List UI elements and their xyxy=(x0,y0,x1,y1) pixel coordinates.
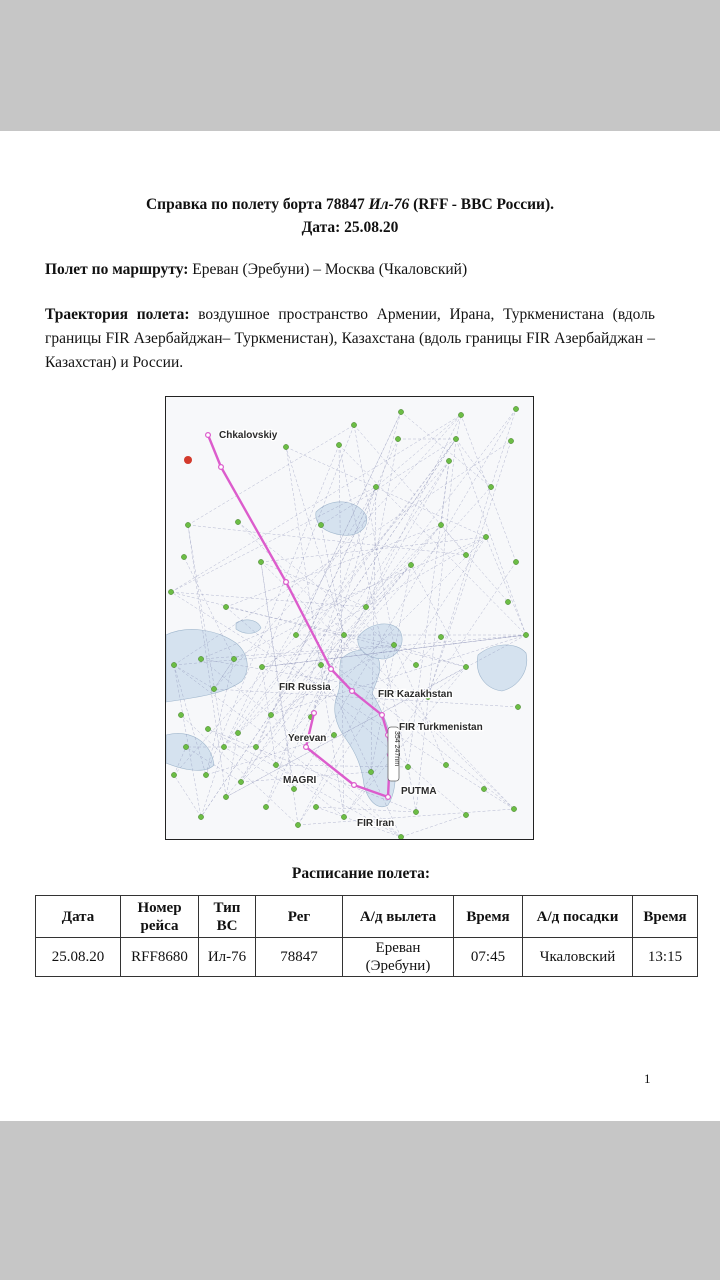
cell-arr-airport: Чкаловский xyxy=(523,938,633,977)
waypoint-dot xyxy=(171,772,176,777)
waypoint-dot xyxy=(373,484,378,489)
label-fir-turkmenistan: FIR Turkmenistan xyxy=(399,722,483,733)
cell-arr-time: 13:15 xyxy=(633,938,698,977)
trajectory-value: воздушное пространство Армении, Ирана, Туркменистана (вдоль границы FIR Азербайджан– Туркменистан), Казахстана (вдоль границы FIR Азербайджан –Казахстан) и России. xyxy=(45,306,655,371)
cell-dep-time: 07:45 xyxy=(454,938,523,977)
waypoint-dot xyxy=(438,522,443,527)
route-node xyxy=(352,783,357,788)
waypoint-dot xyxy=(341,814,346,819)
label-fir-russia: FIR Russia xyxy=(279,682,331,693)
waypoint-dot xyxy=(331,732,336,737)
waypoint-dot xyxy=(513,559,518,564)
waypoint-dot xyxy=(438,634,443,639)
waypoint-dot xyxy=(171,662,176,667)
waypoint-dot xyxy=(203,772,208,777)
label-fir-kazakhstan: FIR Kazakhstan xyxy=(378,689,453,700)
route-node xyxy=(350,689,355,694)
label-fir-iran: FIR Iran xyxy=(357,818,395,829)
route-node xyxy=(386,795,391,800)
route-node xyxy=(312,711,317,716)
waypoint-dot xyxy=(223,604,228,609)
waypoint-dot xyxy=(463,552,468,557)
cell-reg: 78847 xyxy=(256,938,343,977)
waypoint-dot xyxy=(505,599,510,604)
waypoint-dot xyxy=(318,522,323,527)
waypoint-dot xyxy=(508,438,513,443)
waypoint-dot xyxy=(183,744,188,749)
col-flight: Номер рейса xyxy=(121,896,199,938)
col-dep-airport: А/д вылета xyxy=(343,896,454,938)
waypoint-dot xyxy=(443,762,448,767)
cell-date: 25.08.20 xyxy=(36,938,121,977)
waypoint-dot xyxy=(446,458,451,463)
waypoint-dot xyxy=(223,794,228,799)
waypoint-dot xyxy=(168,589,173,594)
document-title xyxy=(0,193,700,239)
waypoint-dot xyxy=(295,822,300,827)
origin-marker xyxy=(184,456,192,464)
cell-flight: RFF8680 xyxy=(121,938,199,977)
waypoint-dot xyxy=(268,712,273,717)
route-label: Полет по маршруту: xyxy=(45,261,189,278)
waypoint-dot xyxy=(205,726,210,731)
waypoint-dot xyxy=(181,554,186,559)
page-number: 1 xyxy=(644,1071,651,1086)
waypoint-dot xyxy=(511,806,516,811)
waypoint-dot xyxy=(463,812,468,817)
waypoint-dot xyxy=(398,409,403,414)
date-line: Дата: 25.08.20 xyxy=(301,219,399,236)
col-reg: Рег xyxy=(256,896,343,938)
waypoint-dot xyxy=(341,632,346,637)
waypoint-dot xyxy=(463,664,468,669)
map-land xyxy=(166,397,533,839)
route-value: Ереван (Эребуни) – Москва (Чкаловский) xyxy=(188,261,468,278)
waypoint-dot xyxy=(221,744,226,749)
waypoint-dot xyxy=(488,484,493,489)
waypoint-dot xyxy=(263,804,268,809)
waypoint-dot xyxy=(398,834,403,839)
waypoint-dot xyxy=(413,662,418,667)
waypoint-dot xyxy=(523,632,528,637)
col-arr-time: Время xyxy=(633,896,698,938)
col-date: Дата xyxy=(36,896,121,938)
label-yerevan: Yerevan xyxy=(288,733,327,744)
waypoint-dot xyxy=(198,814,203,819)
waypoint-dot xyxy=(351,422,356,427)
waypoint-dot xyxy=(408,562,413,567)
waypoint-dot xyxy=(238,779,243,784)
label-magri: MAGRI xyxy=(283,775,317,786)
schedule-header-row xyxy=(36,896,698,938)
aircraft-type: Ил-76 xyxy=(368,196,410,213)
waypoint-dot xyxy=(178,712,183,717)
route-node xyxy=(380,713,385,718)
title-line: Справка по полету борта 78847 Ил-76 (RFF - ВВС России). xyxy=(145,196,555,213)
waypoint-dot xyxy=(258,559,263,564)
schedule-heading: Расписание полета: xyxy=(291,865,431,882)
waypoint-dot xyxy=(368,769,373,774)
table-row xyxy=(36,938,698,977)
route-node xyxy=(304,745,309,750)
waypoint-dot xyxy=(211,686,216,691)
viewer-bottom-bar xyxy=(0,1121,720,1280)
waypoint-dot xyxy=(453,436,458,441)
map-canvas xyxy=(166,397,533,839)
waypoint-dot xyxy=(336,442,341,447)
waypoint-dot xyxy=(273,762,278,767)
route-node xyxy=(284,580,289,585)
segment-label: 354 247nm xyxy=(393,731,400,767)
document-page xyxy=(0,131,720,1121)
waypoint-dot xyxy=(318,662,323,667)
col-arr-airport: А/д посадки xyxy=(523,896,633,938)
waypoint-dot xyxy=(283,444,288,449)
label-putma: PUTMA xyxy=(401,786,437,797)
waypoint-dot xyxy=(391,642,396,647)
waypoint-dot xyxy=(395,436,400,441)
waypoint-dot xyxy=(291,786,296,791)
waypoint-dot xyxy=(405,764,410,769)
route-node xyxy=(219,465,224,470)
route-node xyxy=(206,433,211,438)
cell-dep-airport: Ереван (Эребуни) xyxy=(343,938,454,977)
viewer-top-bar xyxy=(0,0,720,131)
cell-type: Ил-76 xyxy=(199,938,256,977)
route-node xyxy=(329,667,334,672)
waypoint-dot xyxy=(513,406,518,411)
waypoint-dot xyxy=(293,632,298,637)
col-dep-time: Время xyxy=(454,896,523,938)
schedule-table xyxy=(35,895,698,977)
waypoint-dot xyxy=(413,809,418,814)
waypoint-dot xyxy=(235,730,240,735)
waypoint-dot xyxy=(253,744,258,749)
waypoint-dot xyxy=(198,656,203,661)
route-paragraph xyxy=(45,259,675,281)
waypoint-dot xyxy=(313,804,318,809)
trajectory-paragraph xyxy=(45,303,655,375)
waypoint-dot xyxy=(515,704,520,709)
waypoint-dot xyxy=(458,412,463,417)
waypoint-dot xyxy=(259,664,264,669)
waypoint-dot xyxy=(185,522,190,527)
label-chkalovskiy: Chkalovskiy xyxy=(219,430,278,441)
waypoint-dot xyxy=(363,604,368,609)
waypoint-dot xyxy=(483,534,488,539)
trajectory-label: Траектория полета: xyxy=(45,306,190,323)
flight-route-map xyxy=(165,396,534,840)
col-type: Тип ВС xyxy=(199,896,256,938)
waypoint-dot xyxy=(235,519,240,524)
waypoint-dot xyxy=(231,656,236,661)
waypoint-dot xyxy=(481,786,486,791)
